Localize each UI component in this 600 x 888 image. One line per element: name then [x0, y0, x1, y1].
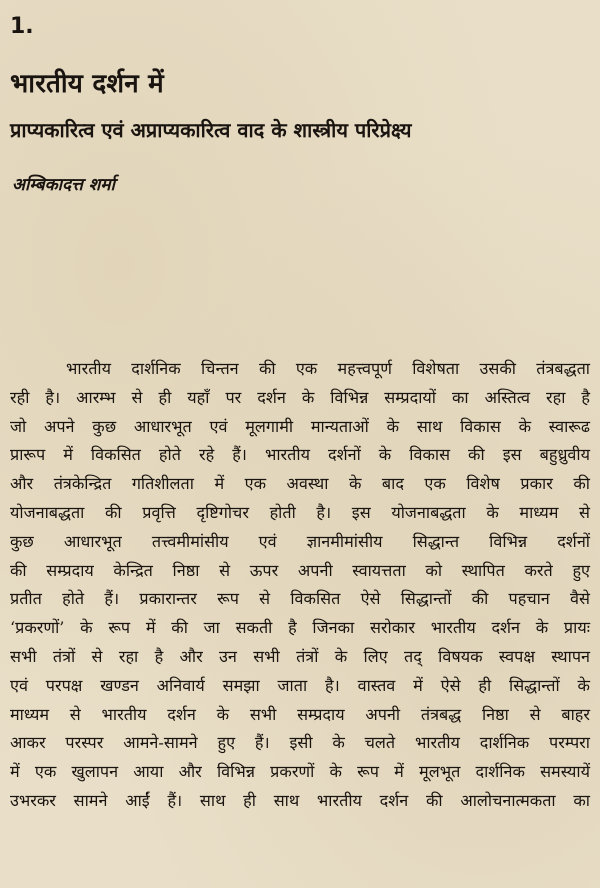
chapter-number: 1. — [10, 14, 34, 39]
author-name: अम्बिकादत्त शर्मा — [12, 175, 115, 195]
chapter-subtitle: प्राप्यकारित्व एवं अप्राप्यकारित्व वाद के शास्त्रीय परिप्रेक्ष्य — [10, 118, 412, 142]
body-line: रही है। आरम्भ से ही यहाँ पर दर्शन के विभिन्न सम्प्रदायों का अस्तित्व रहा है — [10, 387, 590, 407]
body-line: कुछ आधारभूत तत्त्वमीमांसीय एवं ज्ञानमीमांसीय सिद्धान्त विभिन्न दर्शनों — [10, 531, 590, 551]
body-line: जो अपने कुछ आधारभूत एवं मूलगामी मान्यताओं के साथ विकास के स्वारूढ — [10, 416, 590, 436]
body-line: एवं परपक्ष खण्डन अनिवार्य समझा जाता है। वास्तव में ऐसे ही सिद्धान्तों के — [10, 675, 590, 695]
show-through-text — [280, 0, 600, 340]
body-line: में एक खुलापन आया और विभिन्न प्रकरणों के रूप में मूलभूत दार्शनिक समस्यायें — [10, 762, 590, 782]
body-line: की सम्प्रदाय केन्द्रित निष्ठा से ऊपर अपनी स्वायत्तता को स्थापित करते हुए — [10, 560, 590, 580]
body-line: उभरकर सामने आईं हैं। साथ ही साथ भारतीय दर्शन की आलोचनात्मकता का — [10, 790, 590, 810]
body-line: योजनाबद्धता की प्रवृत्ति दृष्टिगोचर होती है। इस योजनाबद्धता के माध्यम से — [10, 502, 590, 522]
body-line: आकर परस्पर आमने-सामने हुए हैं। इसी के चलते भारतीय दार्शनिक परम्परा — [10, 733, 590, 753]
body-line: सभी तंत्रों से रहा है और उन सभी तंत्रों के लिए तद् विषयक स्वपक्ष स्थापन — [10, 646, 590, 666]
chapter-title: भारतीय दर्शन में — [10, 69, 164, 99]
body-line: ‘प्रकरणों’ के रूप में की जा सकती है जिनका सरोकार भारतीय दर्शन के प्रायः — [10, 618, 590, 638]
body-line: माध्यम से भारतीय दर्शन के सभी सम्प्रदाय अपनी तंत्रबद्ध निष्ठा से बाहर — [10, 704, 590, 724]
body-paragraph — [10, 355, 590, 816]
body-line: और तंत्रकेन्द्रित गतिशीलता में एक अवस्था के बाद एक विशेष प्रकार की — [10, 474, 590, 494]
body-line: प्रतीत होते हैं। प्रकारान्तर रूप से विकसित ऐसे सिद्धान्तों की पहचान वैसे — [10, 589, 590, 609]
body-line: प्रारूप में विकसित होते रहे हैं। भारतीय दर्शनों के विकास की इस बहुध्रुवीय — [10, 445, 590, 465]
body-line: भारतीय दार्शनिक चिन्तन की एक महत्त्वपूर्ण विशेषता उसकी तंत्रबद्धता — [66, 359, 590, 378]
